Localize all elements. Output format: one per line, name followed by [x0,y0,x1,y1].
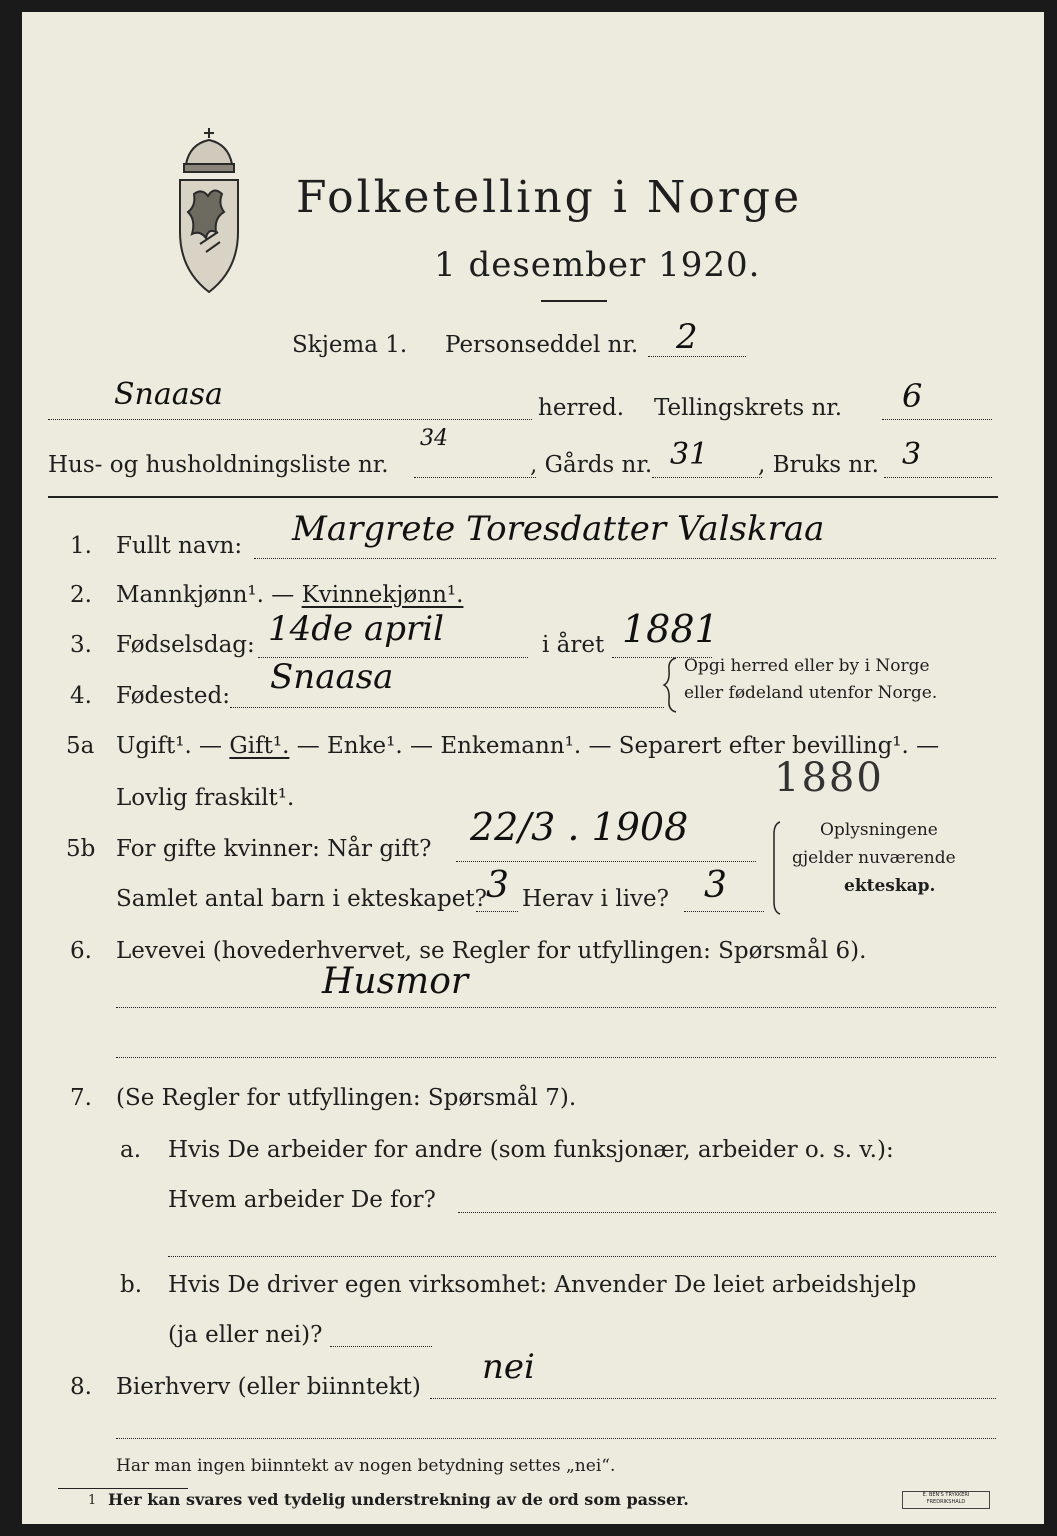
bruks-line [884,477,992,478]
personseddel-label: Personseddel nr. [445,332,639,358]
personseddel-value[interactable]: 2 [676,317,698,357]
q5a-separator: — [191,733,230,759]
footnote-rule [58,1488,188,1489]
q5b-children-line [476,911,518,912]
q2-separator: — [263,582,302,608]
q4-brace-icon [662,656,680,714]
q7a-question: Hvem arbeider De for? [168,1187,436,1213]
skjema-label: Skjema 1. [292,332,408,358]
q1-label: Fullt navn: [116,533,243,559]
q5b-married-line [456,861,756,862]
tellingskrets-value[interactable]: 6 [902,377,923,415]
header-rule [48,496,998,498]
q2-number: 2. [70,582,92,608]
q5b-note-line2: gjelder nuværende [792,848,956,868]
form-title: Folketelling i Norge [296,172,803,223]
q5b-bracket-icon [770,820,784,916]
q4-line [230,707,664,708]
q6-value[interactable]: Husmor [322,961,469,1002]
q5a-other-options[interactable]: — Enke¹. — Enkemann¹. — Separert efter bevilling¹. — [289,733,940,759]
q7a-text: Hvis De arbeider for andre (som funksjonær, arbeider o. s. v.): [168,1137,894,1163]
q5b-note-line3: ekteskap. [844,876,936,896]
q5b-children-value[interactable]: 3 [486,865,509,906]
form-date: 1 desember 1920. [434,245,761,285]
q3-day-value[interactable]: 14de april [268,609,444,649]
q8-value[interactable]: nei [482,1347,535,1387]
q3-number: 3. [70,632,92,658]
q6-number: 6. [70,938,92,964]
q5b-alive-line [684,911,764,912]
q3-year-value[interactable]: 1881 [622,607,719,651]
q5b-alive-value[interactable]: 3 [704,865,727,906]
printer-stamp [902,1491,990,1509]
q6-label: Levevei (hovederhvervet, se Regler for utfyllingen: Spørsmål 6). [116,938,867,964]
gards-label: , Gårds nr. [530,452,653,478]
q1-line [254,558,996,559]
husliste-value[interactable]: 34 [420,426,448,451]
footnote-mark: 1 [88,1493,97,1508]
printer-stamp-text: E. BEN'S TRYKKERI FREDRIKSHALD [922,1492,970,1505]
q7a-line2[interactable] [168,1256,996,1257]
q8-number: 8. [70,1374,92,1400]
q7b-text: Hvis De driver egen virksomhet: Anvender De leiet arbeidshjelp [168,1272,917,1298]
coat-of-arms-icon [170,124,248,296]
q7b-letter: b. [120,1272,143,1298]
q7b-line[interactable] [330,1346,432,1347]
q5b-note-line1: Oplysningene [820,820,938,840]
q4-value[interactable]: Snaasa [270,657,394,697]
bruks-label: , Bruks nr. [758,452,879,478]
husliste-label: Hus- og husholdningsliste nr. [48,452,389,478]
q4-note-line1: Opgi herred eller by i Norge [684,656,930,676]
q5a-gift-option[interactable]: Gift¹. [229,733,290,759]
q7-label: (Se Regler for utfyllingen: Spørsmål 7). [116,1085,577,1111]
q1-number: 1. [70,533,92,559]
herred-label: herred. [538,395,625,421]
q6-line2 [116,1057,996,1058]
q5a-annotation: 1880 [774,755,884,801]
q2-options [116,584,463,607]
q6-line1 [116,1007,996,1008]
footer-note: Har man ingen biinntekt av nogen betydning settes „nei“. [116,1456,616,1476]
q7a-line1[interactable] [458,1212,996,1213]
q7a-letter: a. [120,1137,142,1163]
q7-number: 7. [70,1085,92,1111]
q8-label: Bierhverv (eller biinntekt) [116,1374,421,1400]
q8-line2 [116,1438,996,1439]
q4-label: Fødested: [116,683,231,709]
q5b-alive-label: Herav i live? [522,886,669,912]
tellingskrets-label: Tellingskrets nr. [654,395,843,421]
q2-male-option[interactable]: Mannkjønn¹. [116,582,264,608]
q3-label: Fødselsdag: [116,632,255,658]
q5a-number: 5a [66,733,95,759]
q5a-line2[interactable]: Lovlig fraskilt¹. [116,785,295,811]
bruks-value[interactable]: 3 [902,437,922,472]
gards-line [652,477,762,478]
tellingskrets-line [882,419,992,420]
footnote-text: Her kan svares ved tydelig understrekning av de ord som passer. [108,1490,689,1509]
q4-number: 4. [70,683,92,709]
herred-line [48,419,532,420]
q5b-children-label: Samlet antal barn i ekteskapet? [116,886,487,912]
q4-note-line2: eller fødeland utenfor Norge. [684,683,938,703]
gards-value[interactable]: 31 [670,437,709,472]
header-divider [541,300,607,302]
census-form-sheet [22,12,1044,1524]
husliste-line [414,477,536,478]
q1-value[interactable]: Margrete Toresdatter Valskraa [292,509,825,549]
q2-female-option[interactable]: Kvinnekjønn¹. [301,582,464,608]
herred-value[interactable]: Snaasa [114,377,223,412]
q5b-label: For gifte kvinner: Når gift? [116,836,432,862]
q3-year-label: i året [542,632,605,658]
q5b-married-value[interactable]: 22/3 . 1908 [470,805,689,849]
q5b-number: 5b [66,836,96,862]
q5a-ugift-option[interactable]: Ugift¹. [116,733,192,759]
q7b-question: (ja eller nei)? [168,1322,323,1348]
q8-line [430,1398,996,1399]
